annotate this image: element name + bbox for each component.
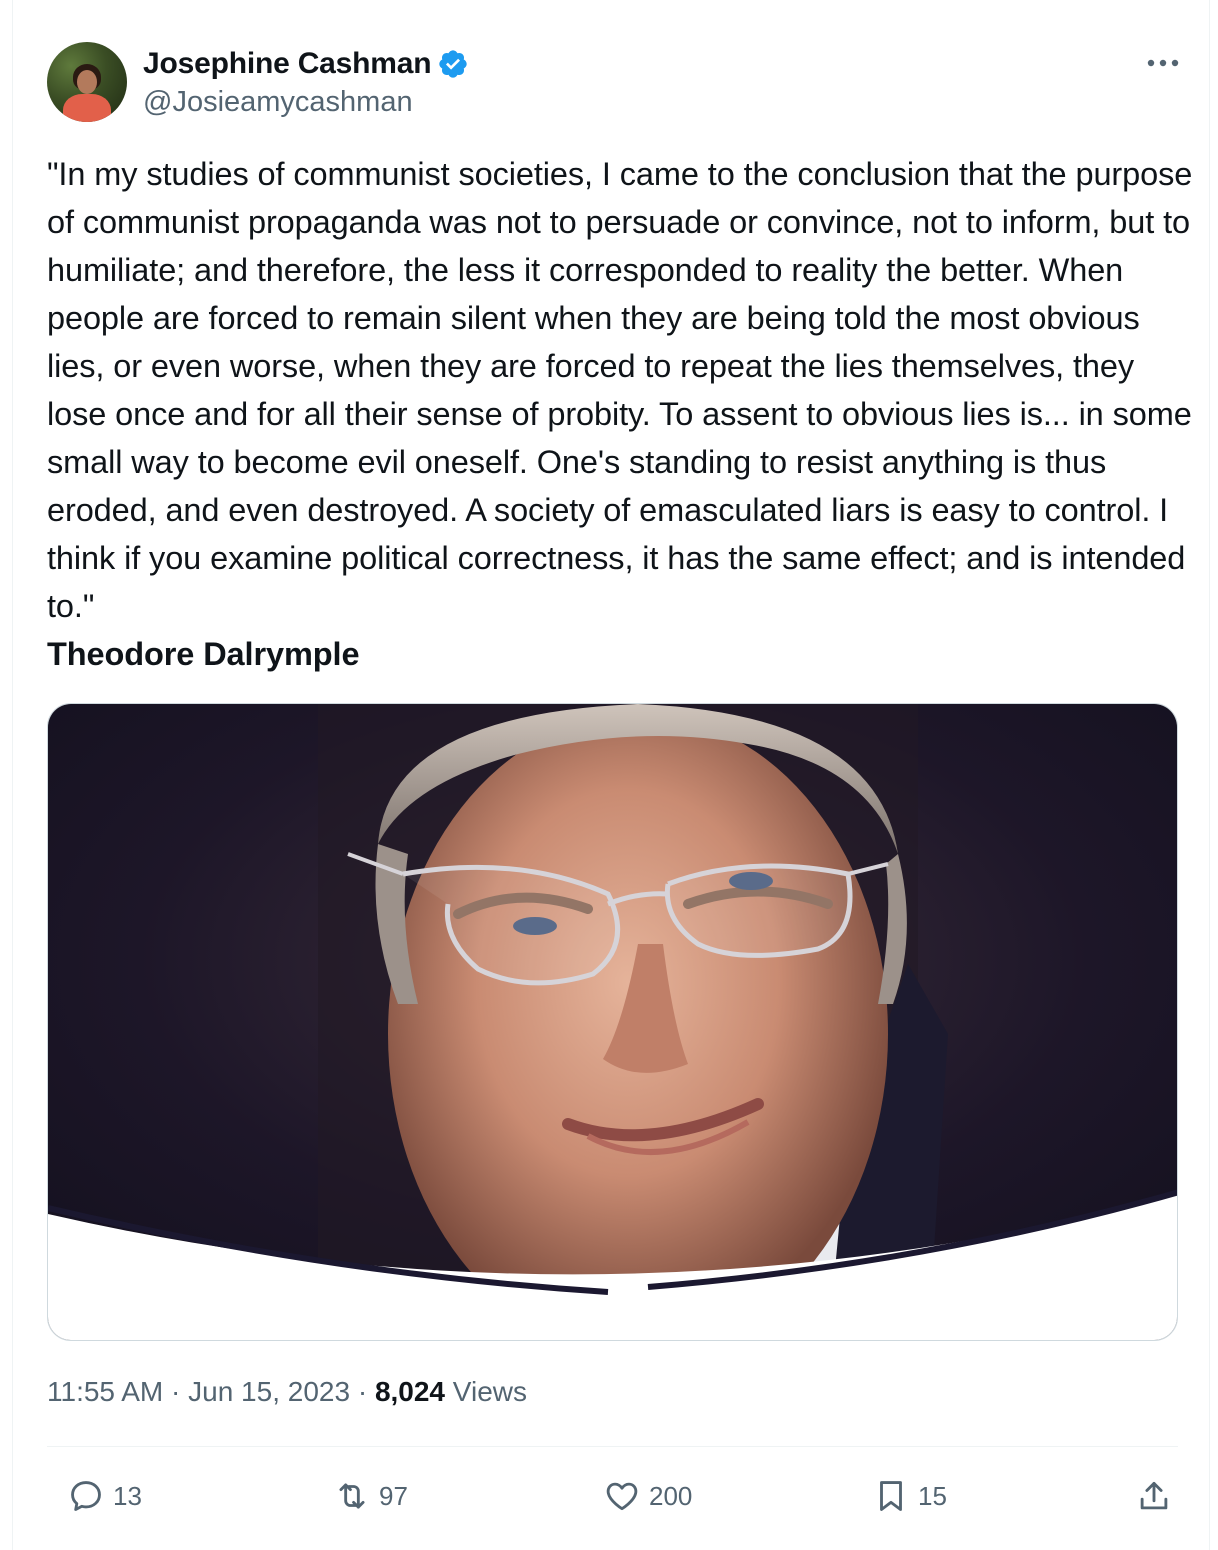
- tweet-body: "In my studies of communist societies, I came to the conclusion that the purpose of communist propaganda was not to persuade or convince, not to inform, but to humiliate; and therefore, the less it corresponded to reality the better. When people are forced to remain silent when they are being told the most obvious lies, or even worse, when they are forced to repeat the lies themselves, they lose once and for all their sense of probity. To assent to obvious lies is... in some small way to become evil oneself. One's standing to resist anything is thus eroded, and even destroyed. A society of emasculated liars is easy to control. I think if you examine political correctness, it has the same effect; and is intended to.": [47, 156, 1202, 624]
- divider: [47, 1446, 1178, 1447]
- tweet-media-image[interactable]: [47, 703, 1178, 1341]
- meta-separator: ·: [350, 1376, 375, 1407]
- reply-count: 13: [113, 1480, 142, 1511]
- more-options-icon[interactable]: [1143, 48, 1183, 78]
- author-handle[interactable]: @Josieamycashman: [143, 86, 413, 118]
- repost-button[interactable]: [333, 1470, 408, 1522]
- tweet-time[interactable]: 11:55 AM: [47, 1376, 164, 1407]
- portrait-photo: [48, 704, 1178, 1341]
- tweet-text: [47, 150, 1202, 678]
- author-name-row: [143, 46, 469, 82]
- bookmark-icon: [872, 1477, 910, 1515]
- tweet-attribution: Theodore Dalrymple: [47, 636, 360, 672]
- verified-badge-icon[interactable]: [437, 48, 469, 80]
- heart-icon: [603, 1477, 641, 1515]
- share-icon: [1135, 1477, 1173, 1515]
- repost-icon: [333, 1477, 371, 1515]
- like-count: 200: [649, 1480, 693, 1511]
- bookmark-count: 15: [918, 1480, 947, 1511]
- tweet-card: [12, 0, 1210, 1550]
- tweet-actions: [47, 1470, 1178, 1522]
- author-display-name[interactable]: Josephine Cashman: [143, 47, 432, 80]
- like-button[interactable]: [603, 1470, 692, 1522]
- views-count: 8,024: [374, 1376, 446, 1407]
- meta-separator: ·: [163, 1376, 189, 1407]
- reply-icon: [67, 1477, 105, 1515]
- share-button[interactable]: [1135, 1470, 1173, 1522]
- tweet-header: [47, 42, 1187, 124]
- views-label: Views: [452, 1376, 527, 1407]
- repost-count: 97: [379, 1480, 408, 1511]
- tweet-date[interactable]: Jun 15, 2023: [188, 1376, 351, 1407]
- tweet-meta: [47, 1376, 527, 1408]
- avatar[interactable]: [47, 42, 127, 122]
- reply-button[interactable]: [67, 1470, 142, 1522]
- bookmark-button[interactable]: [872, 1470, 947, 1522]
